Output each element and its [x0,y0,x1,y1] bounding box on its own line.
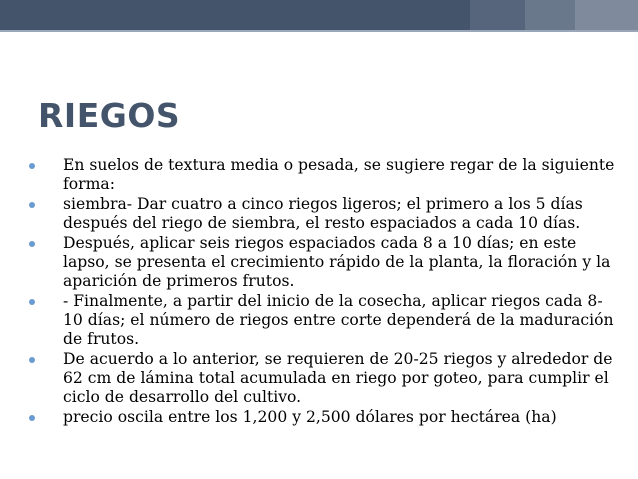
bullet-icon [29,299,35,305]
bullet-item [25,350,615,407]
bullet-list [25,156,615,428]
bullet-icon [29,415,35,421]
bullet-icon [29,241,35,247]
bullet-item [25,292,615,349]
header-stripe [525,0,575,30]
bullet-icon [29,202,35,208]
bullet-text: De acuerdo a lo anterior, se requieren de 20-25 riegos y alrededor de 62 cm de lámina total acumulada en riego por goteo, para cumplir el ciclo de desarrollo del cultivo. [63,350,613,406]
bullet-icon [29,357,35,363]
bullet-text: Después, aplicar seis riegos espaciados cada 8 a 10 días; en este lapso, se presenta el crecimiento rápido de la planta, la floración y la aparición de primeros frutos. [63,234,611,290]
bullet-item [25,234,615,291]
bullet-item [25,156,615,194]
bullet-text: siembra- Dar cuatro a cinco riegos ligeros; el primero a los 5 días después del riego de siembra, el resto espaciados a cada 10 días. [63,195,583,232]
bullet-text: - Finalmente, a partir del inicio de la cosecha, aplicar riegos cada 8-10 días; el número de riegos entre corte dependerá de la maduración de frutos. [63,292,614,348]
header-divider [0,30,638,32]
slide-title: RIEGOS [38,96,181,135]
bullet-text: En suelos de textura media o pesada, se sugiere regar de la siguiente forma: [63,156,615,193]
header-bar [0,0,638,30]
bullet-item [25,195,615,233]
bullet-icon [29,163,35,169]
header-stripe [575,0,638,30]
bullet-text: precio oscila entre los 1,200 y 2,500 dólares por hectárea (ha) [63,408,557,426]
header-stripe [470,0,525,30]
bullet-item [25,408,615,427]
